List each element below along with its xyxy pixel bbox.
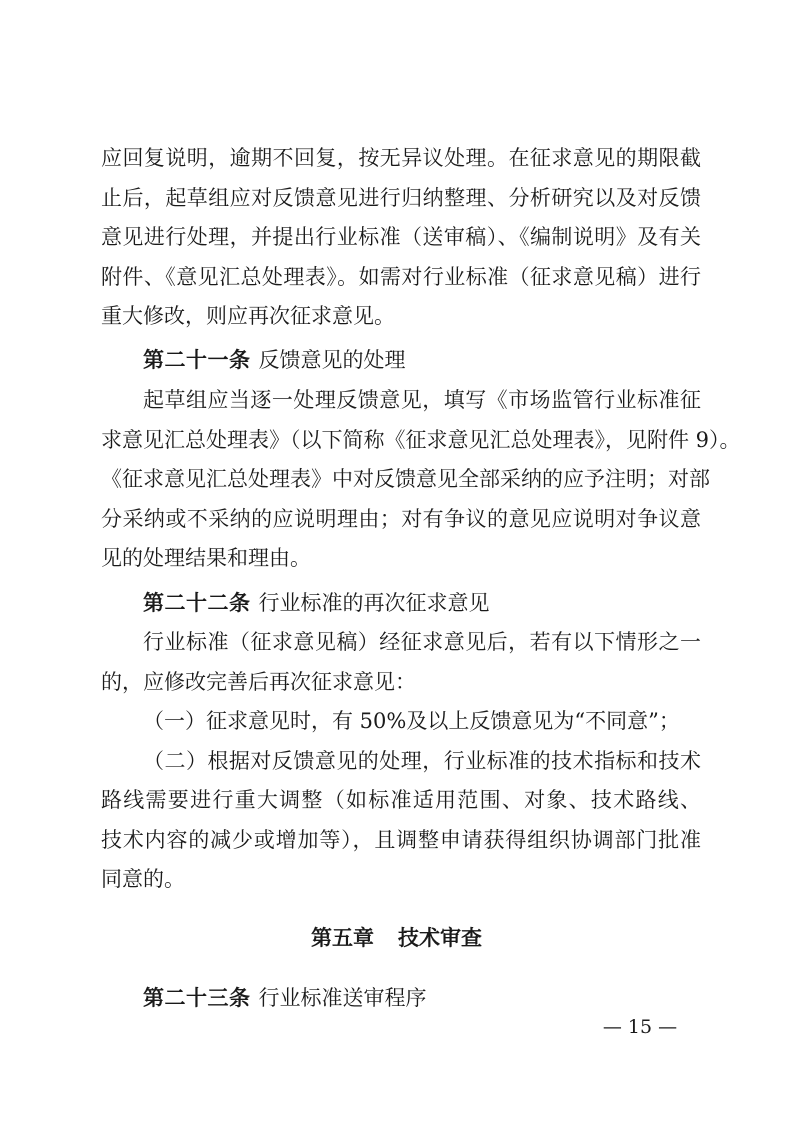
article-21-number: 第二十一条	[143, 348, 251, 372]
article-22-heading	[143, 583, 490, 623]
paragraph-line: 求意见汇总处理表》（以下简称《征求意见汇总处理表》，见附件 9）。	[101, 427, 741, 452]
paragraph-line: 应回复说明，逾期不回复，按无异议处理。在征求意见的期限截	[101, 146, 701, 170]
page-number: — 15 —	[602, 1016, 678, 1038]
paragraph-line: 《征求意见汇总处理表》中对反馈意见全部采纳的应予注明；对部	[101, 467, 710, 491]
paragraph-line: 止后，起草组应对反馈意见进行归纳整理、分析研究以及对反馈	[101, 185, 701, 210]
paragraph-line: 附件、《意见汇总处理表》。如需对行业标准（征求意见稿）进行	[101, 264, 701, 289]
paragraph-line: 同意的。	[101, 867, 185, 891]
article-22-title: 行业标准的再次征求意见	[258, 591, 490, 615]
paragraph-line: 分采纳或不采纳的应说明理由；对有争议的意见应说明对争议意	[101, 506, 701, 531]
article-22-number: 第二十二条	[143, 591, 251, 615]
paragraph-line: 路线需要进行重大调整（如标准适用范围、对象、技术路线、	[101, 788, 701, 812]
paragraph-line: 重大修改，则应再次征求意见。	[101, 304, 395, 328]
chapter-number: 第五章	[311, 926, 374, 950]
paragraph-line: 意见进行处理，并提出行业标准（送审稿）、《编制说明》及有关	[101, 225, 701, 249]
paragraph-line: 行业标准（征求意见稿）经征求意见后，若有以下情形之一	[143, 630, 701, 654]
article-23-number: 第二十三条	[143, 986, 251, 1010]
article-23-title: 行业标准送审程序	[258, 986, 427, 1010]
chapter-heading	[0, 918, 793, 958]
article-21-title: 反馈意见的处理	[258, 348, 406, 372]
paragraph-line: 见的处理结果和理由。	[101, 546, 311, 570]
article-23-heading	[143, 978, 427, 1018]
paragraph-line: 的，应修改完善后再次征求意见：	[101, 669, 416, 694]
list-item: （二）根据对反馈意见的处理，行业标准的技术指标和技术	[143, 748, 701, 773]
chapter-title: 技术审查	[398, 926, 482, 950]
paragraph-line: 技术内容的减少或增加等），且调整申请获得组织协调部门批准	[101, 827, 701, 852]
paragraph-line: 起草组应当逐一处理反馈意见，填写《市场监管行业标准征	[143, 388, 701, 412]
list-item: （一）征求意见时，有 50%及以上反馈意见为“不同意”；	[143, 709, 680, 733]
article-21-heading	[143, 340, 406, 380]
